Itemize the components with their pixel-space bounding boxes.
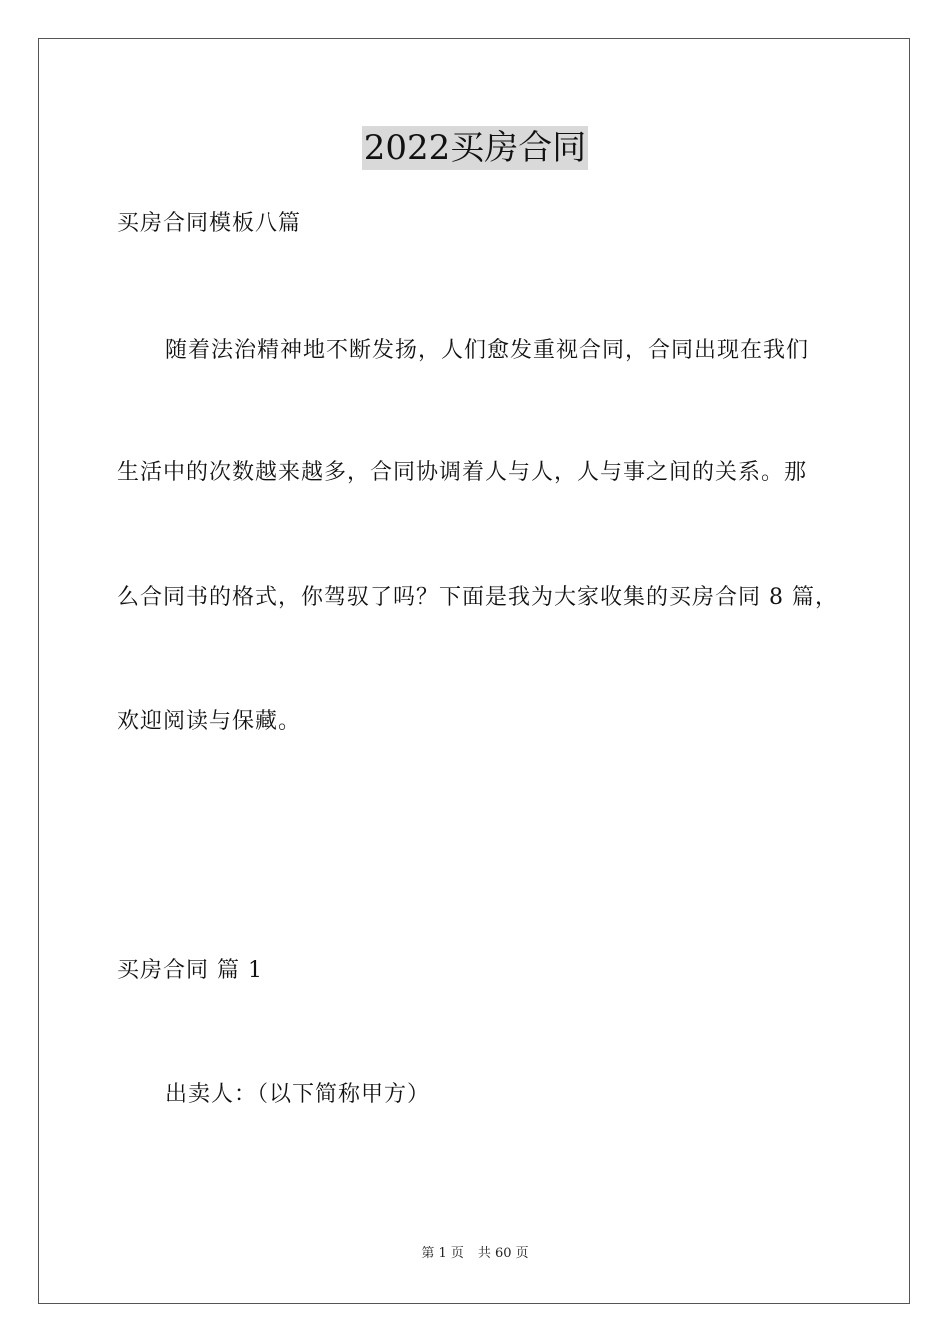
section-heading: 买房合同 篇 1 <box>117 958 263 983</box>
page-footer <box>0 1245 950 1263</box>
document-title-text: 2022买房合同 <box>363 128 587 168</box>
page-total: 共 60 页 <box>477 1246 529 1261</box>
intro-paragraph-line-1: 随着法治精神地不断发扬，人们愈发重视合同，合同出现在我们 <box>165 338 810 363</box>
intro-paragraph-line-3: 么合同书的格式，你驾驭了吗？下面是我为大家收集的买房合同 8 篇， <box>117 585 838 610</box>
intro-paragraph-line-2: 生活中的次数越来越多，合同协调着人与人，人与事之间的关系。那 <box>117 460 808 485</box>
intro-paragraph-line-4: 欢迎阅读与保藏。 <box>117 709 302 734</box>
seller-line: 出卖人：（以下简称甲方） <box>165 1082 431 1107</box>
page-number: 第 1 页 <box>421 1246 464 1261</box>
document-title <box>0 126 950 170</box>
document-subtitle: 买房合同模板八篇 <box>117 211 302 236</box>
